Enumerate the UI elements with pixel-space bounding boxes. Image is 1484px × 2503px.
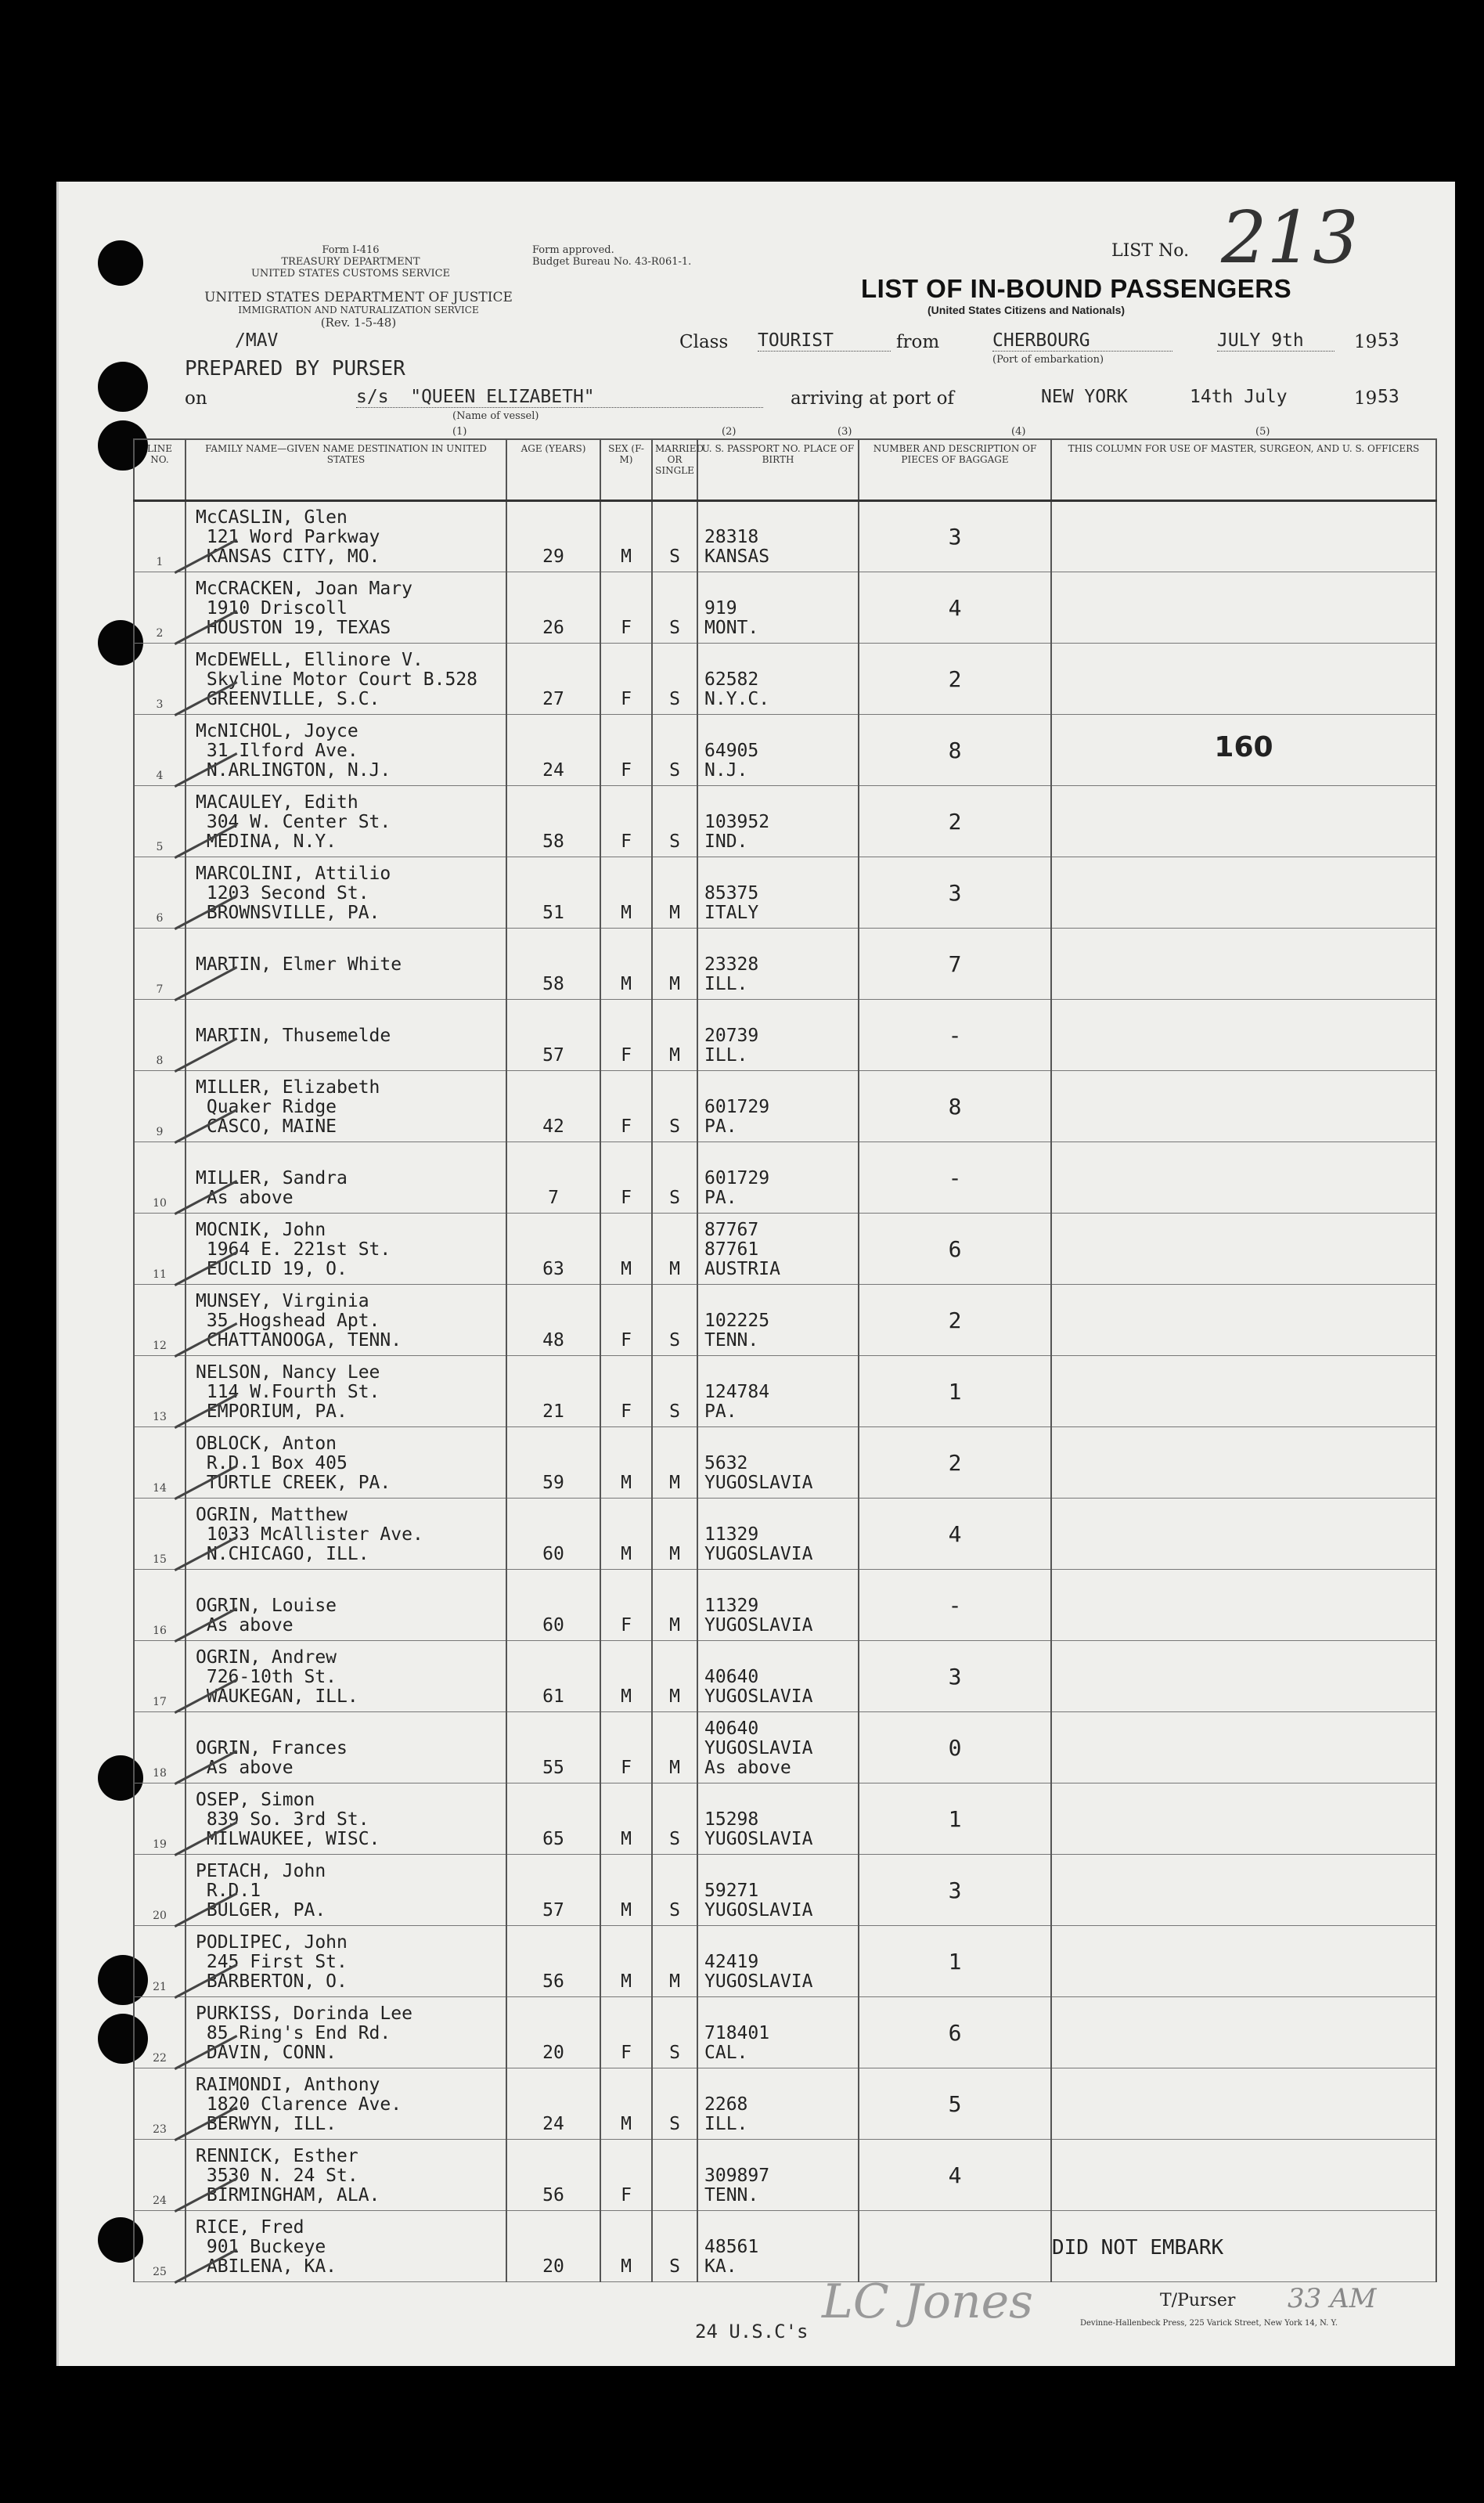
- table-row: [134, 1499, 1436, 1570]
- column-header-line: LINE NO.: [134, 439, 186, 501]
- passenger-name-address: [186, 929, 506, 1000]
- officer-note-cell: [1051, 572, 1436, 644]
- age-cell: 61: [506, 1641, 600, 1712]
- passenger-name-text: McCRACKEN, Joan Mary 1910 Driscoll HOUSTON 19, TEXAS: [196, 579, 412, 638]
- passport-birthplace-cell: 20739 ILL.: [697, 1000, 859, 1071]
- officer-note-cell: [1051, 1499, 1436, 1570]
- baggage-count-cell: 6: [859, 1997, 1051, 2068]
- column-header-age: AGE (YEARS): [506, 439, 600, 501]
- officer-note-cell: [1051, 1570, 1436, 1641]
- departure-date: JULY 9th: [1217, 330, 1335, 352]
- age-cell: 24: [506, 715, 600, 786]
- table-header-row: [134, 439, 1436, 501]
- arrival-date: 14th July: [1190, 387, 1288, 407]
- marital-status-cell: S: [652, 1855, 697, 1926]
- passport-birthplace-cell: 40640 YUGOSLAVIA As above: [697, 1712, 859, 1783]
- sex-cell: F: [600, 1356, 652, 1427]
- passport-birthplace-cell: 601729 PA.: [697, 1142, 859, 1214]
- passenger-name-address: [186, 1855, 506, 1926]
- marital-status-cell: S: [652, 715, 697, 786]
- passenger-name-text: OBLOCK, Anton R.D.1 Box 405 TURTLE CREEK, PA.: [196, 1434, 391, 1493]
- port-caption: (Port of embarkation): [992, 354, 1104, 366]
- table-row: [134, 1641, 1436, 1712]
- line-number: 11: [134, 1214, 186, 1285]
- passenger-name-address: [186, 1926, 506, 1997]
- line-number: 2: [134, 572, 186, 644]
- table-row: [134, 1926, 1436, 1997]
- passenger-name-address: [186, 1641, 506, 1712]
- officer-note-cell: [1051, 857, 1436, 929]
- sex-cell: F: [600, 2140, 652, 2211]
- baggage-count-cell: 1: [859, 1926, 1051, 1997]
- passport-birthplace-cell: 87767 87761 AUSTRIA: [697, 1214, 859, 1285]
- marital-status-cell: S: [652, 1356, 697, 1427]
- age-cell: 56: [506, 2140, 600, 2211]
- age-cell: 26: [506, 572, 600, 644]
- passenger-name-address: [186, 1712, 506, 1783]
- passenger-table: [133, 438, 1437, 2282]
- sex-cell: F: [600, 1142, 652, 1214]
- age-cell: 57: [506, 1855, 600, 1926]
- embarkation-port: CHERBOURG: [992, 330, 1172, 352]
- passenger-name-address: [186, 1000, 506, 1071]
- sex-cell: F: [600, 1712, 652, 1783]
- passport-birthplace-cell: 11329 YUGOSLAVIA: [697, 1570, 859, 1641]
- marital-status-cell: M: [652, 1712, 697, 1783]
- age-cell: 27: [506, 644, 600, 715]
- officer-note-cell: [1051, 1641, 1436, 1712]
- passenger-name-text: MILLER, Elizabeth Quaker Ridge CASCO, MAINE: [196, 1077, 380, 1137]
- passport-birthplace-cell: 62582 N.Y.C.: [697, 644, 859, 715]
- sex-cell: M: [600, 929, 652, 1000]
- sex-cell: F: [600, 572, 652, 644]
- sex-cell: M: [600, 1427, 652, 1499]
- line-number: 12: [134, 1285, 186, 1356]
- line-number: 14: [134, 1427, 186, 1499]
- passport-birthplace-cell: 85375 ITALY: [697, 857, 859, 929]
- baggage-count-cell: 8: [859, 1071, 1051, 1142]
- passenger-name-address: [186, 1356, 506, 1427]
- age-cell: 20: [506, 2211, 600, 2282]
- line-number: 8: [134, 1000, 186, 1071]
- age-cell: 51: [506, 857, 600, 929]
- officer-note-cell: [1051, 929, 1436, 1000]
- officer-note-cell: [1051, 1142, 1436, 1214]
- passenger-name-text: RAIMONDI, Anthony 1820 Clarence Ave. BERWYN, ILL.: [196, 2075, 402, 2134]
- marital-status-cell: M: [652, 1570, 697, 1641]
- officer-note-cell: [1051, 1285, 1436, 1356]
- baggage-count-cell: 8: [859, 715, 1051, 786]
- sex-cell: F: [600, 1997, 652, 2068]
- officer-note-cell: [1051, 2140, 1436, 2211]
- passport-birthplace-cell: 15298 YUGOSLAVIA: [697, 1783, 859, 1855]
- line-number: 25: [134, 2211, 186, 2282]
- passenger-name-address: [186, 1570, 506, 1641]
- officer-note-cell: 160: [1051, 715, 1436, 786]
- line-number: 1: [134, 501, 186, 572]
- marital-status-cell: S: [652, 501, 697, 572]
- departure-year-prefix: 19: [1354, 332, 1378, 352]
- passport-birthplace-cell: 28318 KANSAS: [697, 501, 859, 572]
- line-number: 5: [134, 786, 186, 857]
- line-number: 20: [134, 1855, 186, 1926]
- passenger-name-text: MARCOLINI, Attilio 1203 Second St. BROWNSVILLE, PA.: [196, 864, 391, 923]
- arriving-label: arriving at port of: [791, 388, 954, 409]
- printer-imprint: Devinne-Hallenbeck Press, 225 Varick Street, New York 14, N. Y.: [1080, 2319, 1338, 2328]
- table-row: [134, 1000, 1436, 1071]
- prepared-by: PREPARED BY PURSER: [185, 357, 405, 380]
- table-row: [134, 1214, 1436, 1285]
- baggage-count-cell: -: [859, 1142, 1051, 1214]
- line-number: 4: [134, 715, 186, 786]
- table-row: [134, 2068, 1436, 2140]
- passenger-name-text: OGRIN, Matthew 1033 McAllister Ave. N.CHICAGO, ILL.: [196, 1505, 423, 1564]
- passport-birthplace-cell: 919 MONT.: [697, 572, 859, 644]
- passenger-name-address: [186, 1214, 506, 1285]
- officer-note-cell: [1051, 644, 1436, 715]
- table-row: [134, 1142, 1436, 1214]
- passport-birthplace-cell: 64905 N.J.: [697, 715, 859, 786]
- marital-status-cell: [652, 2140, 697, 2211]
- passenger-name-address: [186, 2211, 506, 2282]
- marital-status-cell: M: [652, 1427, 697, 1499]
- arrival-year-prefix: 19: [1354, 388, 1378, 409]
- passport-birthplace-cell: 2268 ILL.: [697, 2068, 859, 2140]
- line-number: 15: [134, 1499, 186, 1570]
- baggage-count-cell: 4: [859, 1499, 1051, 1570]
- officer-note-cell: [1051, 2068, 1436, 2140]
- table-row: [134, 1997, 1436, 2068]
- table-row: [134, 857, 1436, 929]
- column-header-name: FAMILY NAME—GIVEN NAME DESTINATION IN UNITED STATES: [186, 439, 506, 501]
- sex-cell: F: [600, 715, 652, 786]
- officer-note-cell: [1051, 1000, 1436, 1071]
- vessel-name: s/s "QUEEN ELIZABETH": [356, 387, 763, 408]
- sex-cell: M: [600, 1214, 652, 1285]
- line-number: 21: [134, 1926, 186, 1997]
- form-approval: Form approved. Budget Bureau No. 43-R061-1.: [532, 244, 692, 268]
- line-number: 9: [134, 1071, 186, 1142]
- passenger-name-text: PURKISS, Dorinda Lee 85 Ring's End Rd. DAVIN, CONN.: [196, 2003, 412, 2063]
- column-header-married: MARRIED OR SINGLE: [652, 439, 697, 501]
- table-row: [134, 1712, 1436, 1783]
- age-cell: 24: [506, 2068, 600, 2140]
- line-number: 23: [134, 2068, 186, 2140]
- line-number: 13: [134, 1356, 186, 1427]
- table-row: [134, 2140, 1436, 2211]
- sex-cell: M: [600, 1499, 652, 1570]
- officer-note-cell: [1051, 1427, 1436, 1499]
- arrival-year-suffix: 53: [1378, 387, 1399, 407]
- age-cell: 57: [506, 1000, 600, 1071]
- age-cell: 63: [506, 1214, 600, 1285]
- on-label: on: [185, 388, 207, 409]
- page-title: LIST OF IN-BOUND PASSENGERS: [861, 274, 1292, 303]
- table-row: [134, 572, 1436, 644]
- class-label: Class: [679, 332, 729, 352]
- officer-note-cell: [1051, 1997, 1436, 2068]
- passport-birthplace-cell: 5632 YUGOSLAVIA: [697, 1427, 859, 1499]
- passenger-name-text: MACAULEY, Edith 304 W. Center St. MEDINA, N.Y.: [196, 792, 391, 852]
- sex-cell: M: [600, 2068, 652, 2140]
- officer-note-cell: [1051, 1071, 1436, 1142]
- baggage-count-cell: 2: [859, 644, 1051, 715]
- baggage-count-cell: -: [859, 1000, 1051, 1071]
- sex-cell: F: [600, 1000, 652, 1071]
- passport-birthplace-cell: 601729 PA.: [697, 1071, 859, 1142]
- marital-status-cell: M: [652, 1000, 697, 1071]
- sex-cell: M: [600, 501, 652, 572]
- marital-status-cell: M: [652, 929, 697, 1000]
- baggage-count-cell: -: [859, 1570, 1051, 1641]
- officer-note-cell: [1051, 1214, 1436, 1285]
- marital-status-cell: S: [652, 1071, 697, 1142]
- marital-status-cell: M: [652, 1926, 697, 1997]
- passenger-name-address: [186, 572, 506, 644]
- officer-note-cell: [1051, 1712, 1436, 1783]
- punch-hole: [98, 240, 143, 286]
- marital-status-cell: S: [652, 2211, 697, 2282]
- column-header-baggage: NUMBER AND DESCRIPTION OF PIECES OF BAGGAGE: [859, 439, 1051, 501]
- baggage-count-cell: 7: [859, 929, 1051, 1000]
- clerk-initials: /MAV: [235, 330, 279, 351]
- sex-cell: M: [600, 1926, 652, 1997]
- passenger-name-text: OSEP, Simon 839 So. 3rd St. MILWAUKEE, WISC.: [196, 1790, 380, 1849]
- marital-status-cell: M: [652, 1641, 697, 1712]
- age-cell: 58: [506, 786, 600, 857]
- passenger-name-text: PODLIPEC, John 245 First St. BARBERTON, O.: [196, 1932, 348, 1992]
- passport-birthplace-cell: 40640 YUGOSLAVIA: [697, 1641, 859, 1712]
- baggage-count-cell: 4: [859, 2140, 1051, 2211]
- baggage-count-cell: 2: [859, 1427, 1051, 1499]
- age-cell: 21: [506, 1356, 600, 1427]
- passenger-name-address: [186, 2140, 506, 2211]
- baggage-count-cell: 3: [859, 1855, 1051, 1926]
- form-identifier: Form I-416 TREASURY DEPARTMENT UNITED STATES CUSTOMS SERVICE: [250, 244, 451, 280]
- marital-status-cell: S: [652, 1997, 697, 2068]
- baggage-count-cell: 1: [859, 1783, 1051, 1855]
- passenger-name-text: RICE, Fred 901 Buckeye ABILENA, KA.: [196, 2217, 337, 2277]
- table-row: [134, 1427, 1436, 1499]
- line-number: 10: [134, 1142, 186, 1214]
- passenger-name-address: [186, 2068, 506, 2140]
- marital-status-cell: S: [652, 1783, 697, 1855]
- baggage-count-cell: 2: [859, 1285, 1051, 1356]
- sex-cell: F: [600, 786, 652, 857]
- age-cell: 55: [506, 1712, 600, 1783]
- age-cell: 20: [506, 1997, 600, 2068]
- passenger-name-text: OGRIN, Andrew 726-10th St. WAUKEGAN, ILL.: [196, 1647, 358, 1707]
- marital-status-cell: M: [652, 857, 697, 929]
- passenger-name-text: MOCNIK, John 1964 E. 221st St. EUCLID 19, O.: [196, 1220, 391, 1279]
- table-row: [134, 1285, 1436, 1356]
- table-row: [134, 1570, 1436, 1641]
- passenger-name-text: OGRIN, Louise As above: [196, 1596, 337, 1636]
- sex-cell: M: [600, 1641, 652, 1712]
- passenger-name-address: [186, 857, 506, 929]
- purser-signature: LC Jones: [822, 2274, 1033, 2329]
- agency-block: UNITED STATES DEPARTMENT OF JUSTICE IMMIGRATION AND NATURALIZATION SERVICE (Rev. 1-5-48): [204, 290, 513, 330]
- passport-birthplace-cell: 59271 YUGOSLAVIA: [697, 1855, 859, 1926]
- passenger-name-text: MARTIN, Thusemelde: [196, 1026, 391, 1046]
- passport-birthplace-cell: 23328 ILL.: [697, 929, 859, 1000]
- marital-status-cell: S: [652, 1285, 697, 1356]
- passport-birthplace-cell: 124784 PA.: [697, 1356, 859, 1427]
- sex-cell: M: [600, 1783, 652, 1855]
- passenger-name-text: OGRIN, Frances As above: [196, 1738, 348, 1778]
- passenger-name-text: MILLER, Sandra As above: [196, 1168, 348, 1208]
- marital-status-cell: S: [652, 644, 697, 715]
- column-number: (3): [837, 426, 852, 438]
- table-row: [134, 644, 1436, 715]
- age-cell: 59: [506, 1427, 600, 1499]
- sex-cell: M: [600, 857, 652, 929]
- column-number: (1): [452, 426, 467, 438]
- line-number: 3: [134, 644, 186, 715]
- marital-status-cell: S: [652, 1142, 697, 1214]
- passenger-name-address: [186, 1997, 506, 2068]
- line-number: 17: [134, 1641, 186, 1712]
- passport-birthplace-cell: 11329 YUGOSLAVIA: [697, 1499, 859, 1570]
- baggage-count-cell: 3: [859, 501, 1051, 572]
- time-note: 33 AM: [1288, 2283, 1377, 2314]
- passenger-name-text: PETACH, John R.D.1 BULGER, PA.: [196, 1861, 326, 1921]
- age-cell: 65: [506, 1783, 600, 1855]
- age-cell: 48: [506, 1285, 600, 1356]
- marital-status-cell: S: [652, 786, 697, 857]
- line-number: 22: [134, 1997, 186, 2068]
- list-no-label: LIST No.: [1111, 241, 1190, 261]
- age-cell: 60: [506, 1499, 600, 1570]
- passport-birthplace-cell: 103952 IND.: [697, 786, 859, 857]
- table-row: [134, 929, 1436, 1000]
- passport-birthplace-cell: 48561 KA.: [697, 2211, 859, 2282]
- sex-cell: M: [600, 2211, 652, 2282]
- line-number: 16: [134, 1570, 186, 1641]
- officer-note-cell: [1051, 1855, 1436, 1926]
- passenger-name-address: [186, 501, 506, 572]
- baggage-count-cell: 6: [859, 1214, 1051, 1285]
- column-header-passport: U. S. PASSPORT NO. PLACE OF BIRTH: [697, 439, 859, 501]
- baggage-count-cell: 5: [859, 2068, 1051, 2140]
- purser-label: T/Purser: [1160, 2291, 1236, 2310]
- baggage-count-cell: [859, 2211, 1051, 2282]
- officer-note-cell: [1051, 1926, 1436, 1997]
- class-value: TOURIST: [758, 330, 891, 352]
- passenger-name-text: MUNSEY, Virginia 35 Hogshead Apt. CHATTANOOGA, TENN.: [196, 1291, 402, 1351]
- line-number: 18: [134, 1712, 186, 1783]
- age-cell: 58: [506, 929, 600, 1000]
- passenger-name-text: NELSON, Nancy Lee 114 W.Fourth St. EMPORIUM, PA.: [196, 1362, 380, 1422]
- baggage-count-cell: 0: [859, 1712, 1051, 1783]
- line-number: 7: [134, 929, 186, 1000]
- age-cell: 29: [506, 501, 600, 572]
- line-number: 19: [134, 1783, 186, 1855]
- baggage-count-cell: 3: [859, 1641, 1051, 1712]
- passenger-name-address: [186, 1499, 506, 1570]
- passenger-name-text: RENNICK, Esther 3530 N. 24 St. BIRMINGHAM, ALA.: [196, 2146, 380, 2205]
- marital-status-cell: S: [652, 572, 697, 644]
- passenger-name-address: [186, 1142, 506, 1214]
- departure-year-suffix: 53: [1378, 330, 1399, 351]
- passport-birthplace-cell: 42419 YUGOSLAVIA: [697, 1926, 859, 1997]
- table-row: [134, 1855, 1436, 1926]
- passenger-name-address: [186, 715, 506, 786]
- passport-birthplace-cell: 102225 TENN.: [697, 1285, 859, 1356]
- passenger-name-address: [186, 1071, 506, 1142]
- officer-note-cell: [1051, 786, 1436, 857]
- table-row: [134, 1356, 1436, 1427]
- punch-hole: [98, 362, 148, 412]
- arrival-port: NEW YORK: [1041, 387, 1128, 407]
- marital-status-cell: M: [652, 1214, 697, 1285]
- column-header-sex: SEX (F-M): [600, 439, 652, 501]
- officer-note-cell: [1051, 501, 1436, 572]
- passport-birthplace-cell: 309897 TENN.: [697, 2140, 859, 2211]
- age-cell: 56: [506, 1926, 600, 1997]
- column-number: (5): [1255, 426, 1270, 438]
- list-no-value: 213: [1221, 196, 1359, 280]
- passenger-name-address: [186, 786, 506, 857]
- baggage-count-cell: 3: [859, 857, 1051, 929]
- passenger-name-address: [186, 1783, 506, 1855]
- officer-note-cell: DID NOT EMBARK: [1051, 2211, 1436, 2282]
- sex-cell: F: [600, 644, 652, 715]
- column-header-officers: THIS COLUMN FOR USE OF MASTER, SURGEON, AND U. S. OFFICERS: [1051, 439, 1436, 501]
- passenger-name-text: McDEWELL, Ellinore V. Skyline Motor Court B.528 GREENVILLE, S.C.: [196, 650, 478, 709]
- sex-cell: F: [600, 1071, 652, 1142]
- passenger-name-text: MARTIN, Elmer White: [196, 954, 402, 975]
- marital-status-cell: M: [652, 1499, 697, 1570]
- table-row: [134, 1783, 1436, 1855]
- age-cell: 7: [506, 1142, 600, 1214]
- total-count: 24 U.S.C's: [695, 2321, 809, 2343]
- sex-cell: F: [600, 1285, 652, 1356]
- baggage-count-cell: 2: [859, 786, 1051, 857]
- table-row: [134, 2211, 1436, 2282]
- officer-note-cell: [1051, 1356, 1436, 1427]
- column-number: (4): [1011, 426, 1026, 438]
- passport-birthplace-cell: 718401 CAL.: [697, 1997, 859, 2068]
- officer-note-cell: [1051, 1783, 1436, 1855]
- page-subtitle: (United States Citizens and Nationals): [928, 304, 1126, 316]
- age-cell: 60: [506, 1570, 600, 1641]
- marital-status-cell: S: [652, 2068, 697, 2140]
- table-row: [134, 715, 1436, 786]
- baggage-count-cell: 4: [859, 572, 1051, 644]
- sex-cell: M: [600, 1855, 652, 1926]
- table-row: [134, 786, 1436, 857]
- passenger-name-text: McCASLIN, Glen 121 Word Parkway KANSAS CITY, MO.: [196, 507, 380, 567]
- column-number: (2): [722, 426, 737, 438]
- line-number: 24: [134, 2140, 186, 2211]
- from-label: from: [896, 332, 940, 352]
- passenger-name-text: McNICHOL, Joyce 31 Ilford Ave. N.ARLINGTON, N.J.: [196, 721, 391, 781]
- passenger-name-address: [186, 644, 506, 715]
- table-row: [134, 1071, 1436, 1142]
- vessel-caption: (Name of vessel): [452, 410, 539, 422]
- baggage-count-cell: 1: [859, 1356, 1051, 1427]
- table-row: [134, 501, 1436, 572]
- line-number: 6: [134, 857, 186, 929]
- sex-cell: F: [600, 1570, 652, 1641]
- age-cell: 42: [506, 1071, 600, 1142]
- passenger-name-address: [186, 1427, 506, 1499]
- passenger-name-address: [186, 1285, 506, 1356]
